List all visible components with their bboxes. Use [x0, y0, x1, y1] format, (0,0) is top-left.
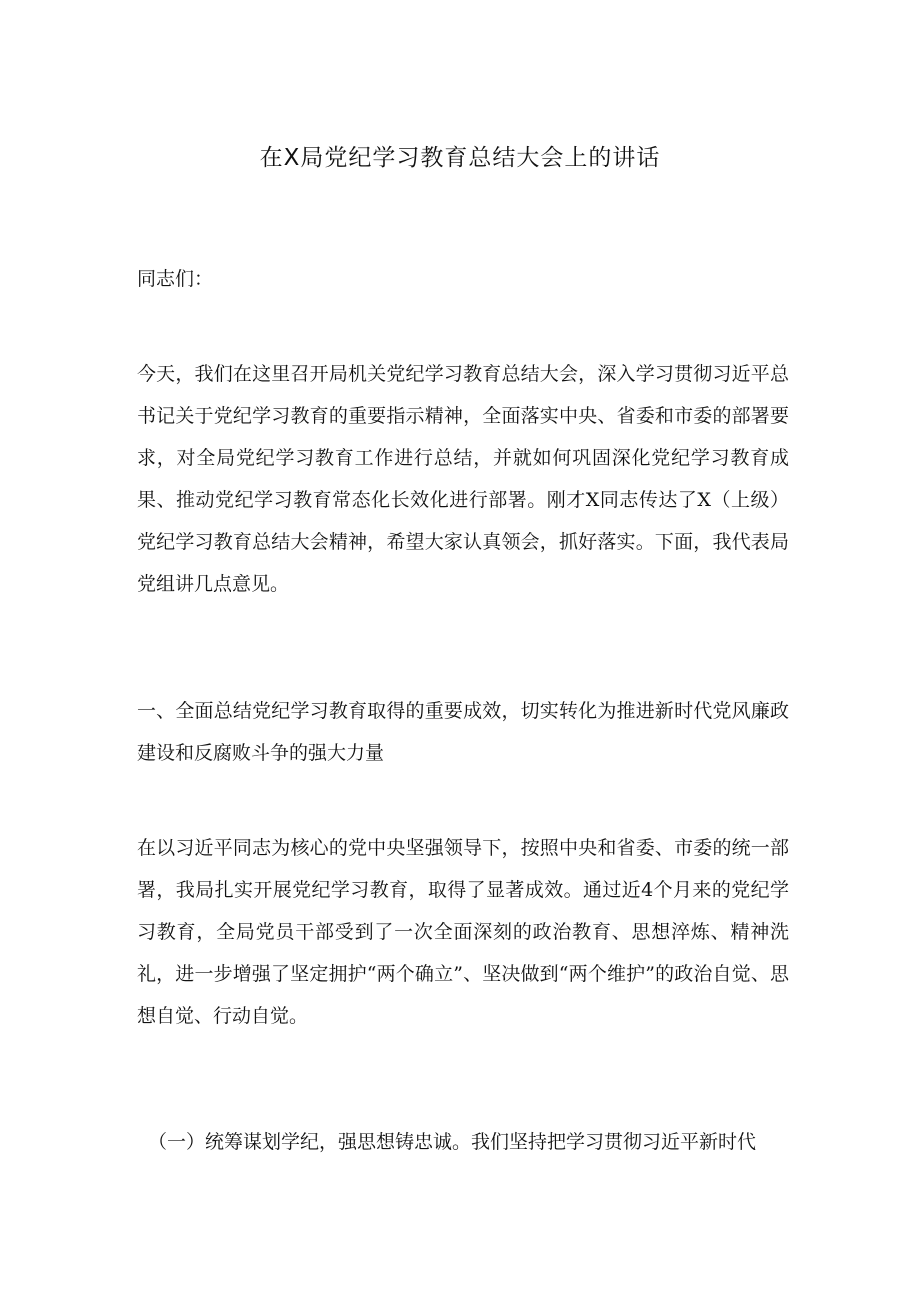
- subsection-1-start: （一）统筹谋划学纪，强思想铸忠诚。我们坚持把学习贯彻习近平新时代: [148, 1131, 757, 1153]
- paragraph-achievements: 在以习近平同志为核心的党中央坚强领导下，按照中央和省委、市委的统一部署，我局扎实开展党纪学习教育，取得了显著成效。通过近4个月来的党纪学习教育，全局党员干部受到了一次全面深刻的政治教育、思想淬炼、精神洗礼，进一步增强了坚定拥护“两个确立”、坚决做到“两个维护”的政治自觉、思想自觉、行动自觉。: [137, 837, 789, 1027]
- salutation: 同志们：: [137, 268, 214, 290]
- section-heading-1: 一、全面总结党纪学习教育取得的重要成效，切实转化为推进新时代党风廉政建设和反腐败斗争的强大力量: [137, 700, 789, 764]
- document-title: 在X局党纪学习教育总结大会上的讲话: [259, 145, 661, 171]
- paragraph-opening: 今天，我们在这里召开局机关党纪学习教育总结大会，深入学习贯彻习近平总书记关于党纪学习教育的重要指示精神，全面落实中央、省委和市委的部署要求，对全局党纪学习教育工作进行总结，并就如何巩固深化党纪学习教育成果、推动党纪学习教育常态化长效化进行部署。刚才X同志传达了X（上级）党纪学习教育总结大会精神，希望大家认真领会，抓好落实。下面，我代表局党组讲几点意见。: [137, 363, 789, 595]
